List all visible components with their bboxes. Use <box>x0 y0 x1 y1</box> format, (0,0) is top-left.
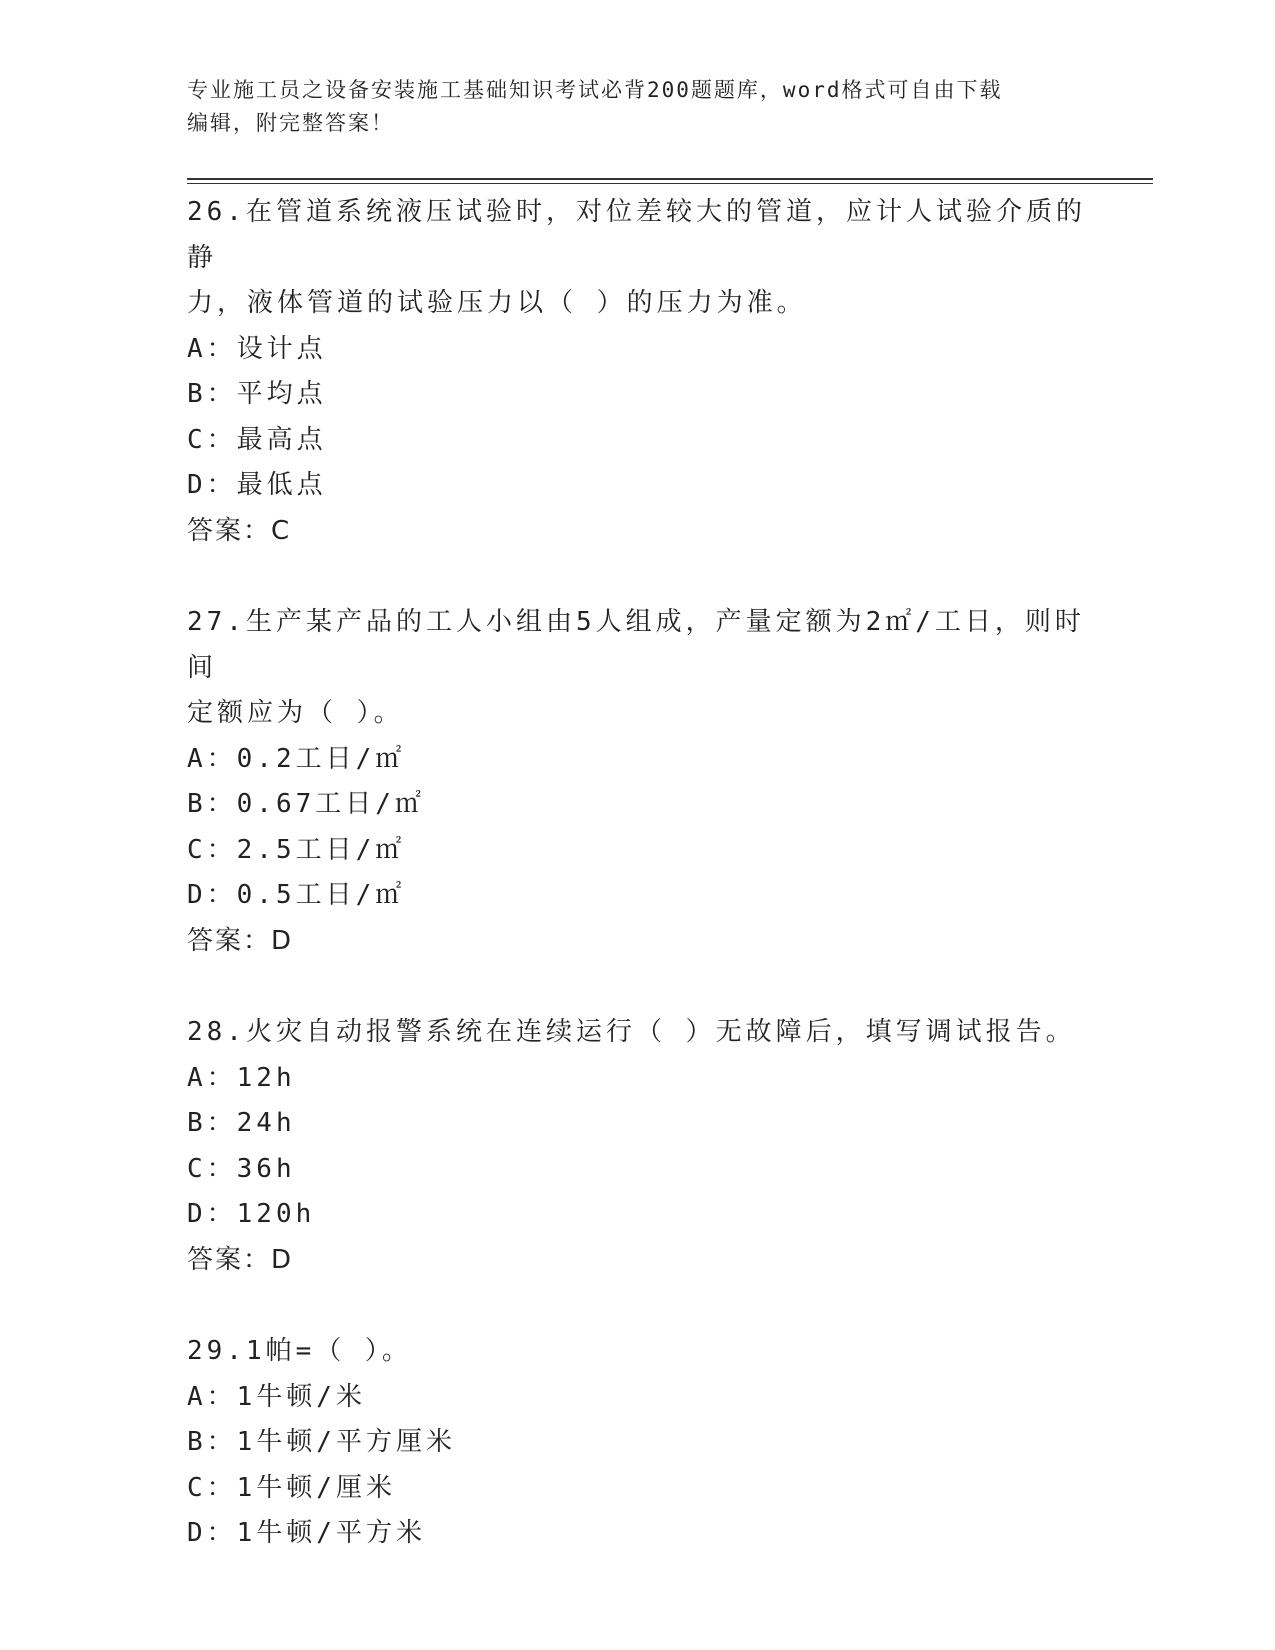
question-28 <box>187 1010 1087 1283</box>
question-spacer <box>187 964 1087 1010</box>
option-d: D：1牛顿/平方米 <box>187 1518 426 1548</box>
question-spacer <box>187 1283 1087 1329</box>
option-c: C：1牛顿/厘米 <box>187 1472 396 1503</box>
option-b: B：0.67工日/㎡ <box>187 789 425 819</box>
question-stem-line-2: 定额应为（ ）。 <box>187 698 404 728</box>
question-27 <box>187 600 1087 964</box>
answer-line: 答案：D <box>187 925 294 956</box>
question-stem-line-1: 28.火灾自动报警系统在连续运行（ ）无故障后，填写调试报告。 <box>187 1017 1076 1047</box>
option-a: A：0.2工日/㎡ <box>187 743 406 774</box>
answer-line: 答案：C <box>187 515 292 546</box>
header-divider-thin <box>187 183 1153 184</box>
question-spacer <box>187 554 1087 600</box>
question-26 <box>187 190 1087 554</box>
option-b: B：1牛顿/平方厘米 <box>187 1427 456 1457</box>
option-d: D：0.5工日/㎡ <box>187 880 406 910</box>
option-a: A：12h <box>187 1062 296 1093</box>
option-c: C：最高点 <box>187 424 327 455</box>
option-d: D：最低点 <box>187 470 327 500</box>
option-c: C：36h <box>187 1153 296 1184</box>
question-stem-line-1: 26.在管道系统液压试验时，对位差较大的管道，应计人试验介质的静 <box>187 197 1086 273</box>
option-a: A：1牛顿/米 <box>187 1381 366 1412</box>
question-stem-line-1: 29.1帕=（ ）。 <box>187 1336 412 1366</box>
question-list <box>187 190 1087 1557</box>
option-d: D：120h <box>187 1199 316 1229</box>
option-b: B：平均点 <box>187 379 327 409</box>
header-line-2: 编辑，附完整答案！ <box>187 111 394 135</box>
header-line-1: 专业施工员之设备安装施工基础知识考试必背200题题库，word格式可自由下载 <box>187 78 1003 102</box>
header-divider-thick <box>187 178 1153 180</box>
question-stem-line-1: 27.生产某产品的工人小组由5人组成，产量定额为2㎡/工日，则时间 <box>187 607 1085 683</box>
question-29 <box>187 1329 1087 1557</box>
question-stem-line-2: 力，液体管道的试验压力以（ ）的压力为准。 <box>187 288 807 318</box>
document-header <box>187 74 1067 140</box>
answer-line: 答案：D <box>187 1244 294 1275</box>
option-a: A：设计点 <box>187 333 327 364</box>
option-b: B：24h <box>187 1108 296 1138</box>
option-c: C：2.5工日/㎡ <box>187 834 406 865</box>
